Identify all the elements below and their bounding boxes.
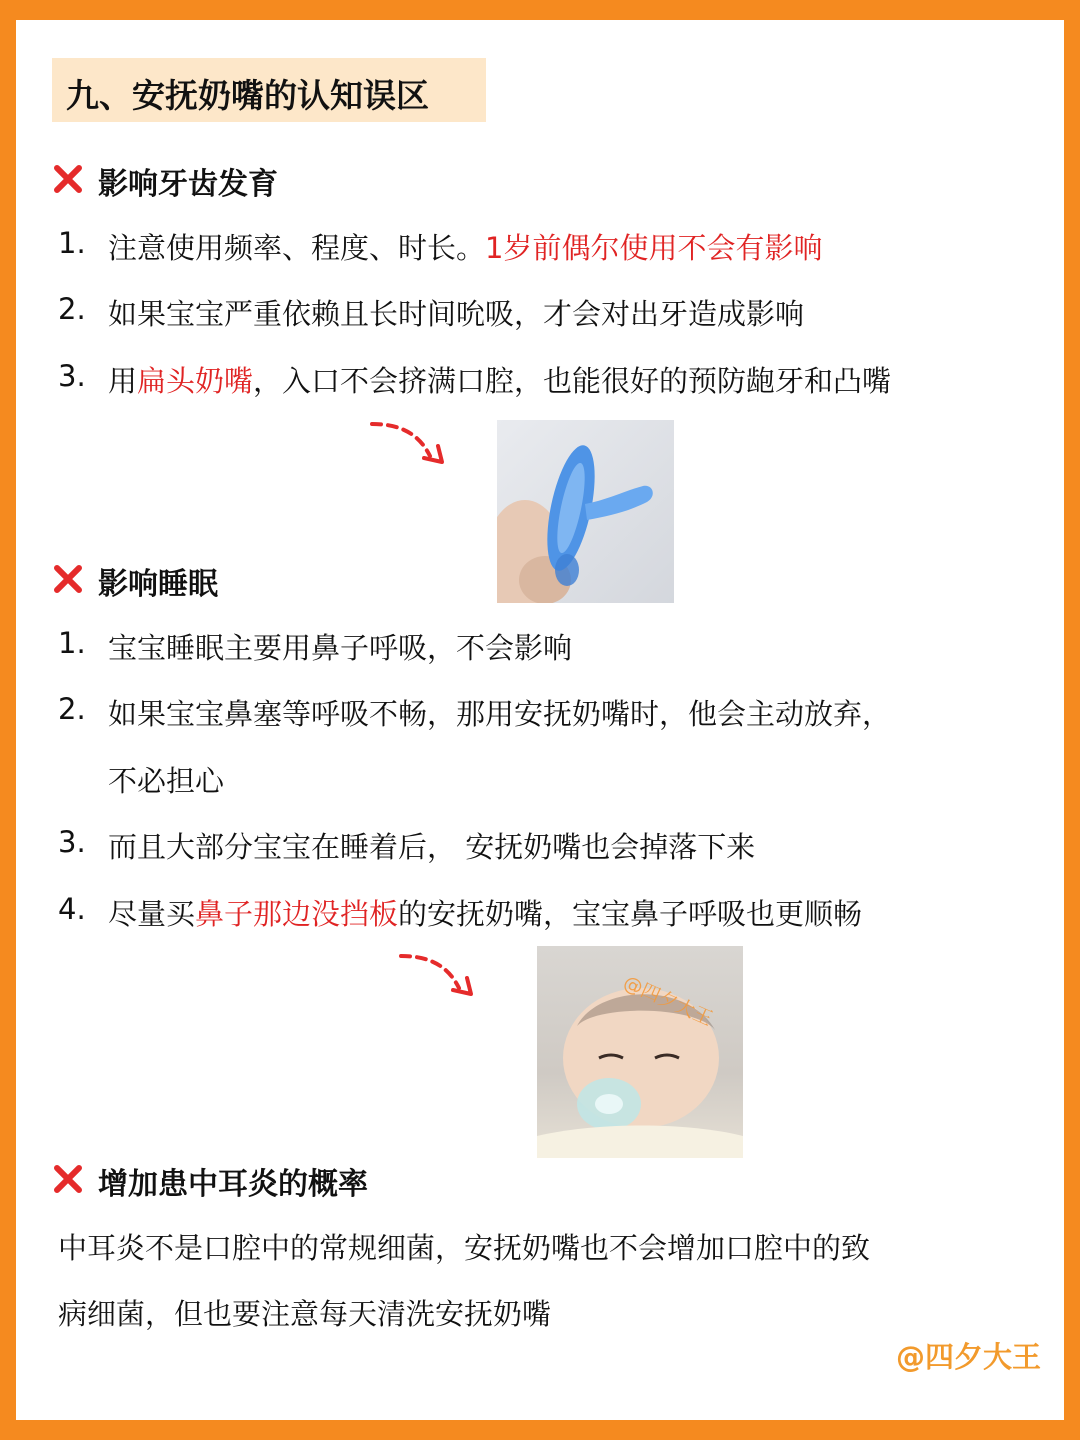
content-card xyxy=(16,20,1064,1420)
list-number: 2. xyxy=(58,292,86,326)
list-item: 而且大部分宝宝在睡着后， 安抚奶嘴也会掉落下来 xyxy=(108,830,756,864)
cross-mark-icon xyxy=(52,1163,84,1195)
list-number: 1. xyxy=(58,626,86,660)
highlight-text: 鼻子那边没挡板 xyxy=(195,897,399,931)
list-number: 1. xyxy=(58,226,86,260)
dashed-arrow-icon xyxy=(368,418,452,472)
pacifier-photo xyxy=(497,420,674,603)
highlight-text: 扁头奶嘴 xyxy=(137,364,254,398)
section-heading: 影响牙齿发育 xyxy=(98,167,278,202)
photo-watermark: @四夕大王 xyxy=(620,971,716,1031)
dashed-arrow-icon xyxy=(397,950,481,1004)
section-heading: 影响睡眠 xyxy=(98,567,218,602)
page-title: 九、安抚奶嘴的认知误区 xyxy=(66,76,429,115)
baby-photo xyxy=(537,946,743,1158)
list-number: 2. xyxy=(58,692,86,726)
paragraph-line: 病细菌，但也要注意每天清洗安抚奶嘴 xyxy=(58,1297,552,1331)
section-heading: 增加患中耳炎的概率 xyxy=(98,1167,368,1202)
cross-mark-icon xyxy=(52,563,84,595)
list-number: 4. xyxy=(58,892,86,926)
author-tag: @四夕大王 xyxy=(896,1340,1042,1374)
list-number: 3. xyxy=(58,825,86,859)
list-item: 如果宝宝严重依赖且长时间吮吸，才会对出牙造成影响 xyxy=(108,297,805,331)
list-item: 宝宝睡眠主要用鼻子呼吸，不会影响 xyxy=(108,631,573,665)
list-item: 如果宝宝鼻塞等呼吸不畅，那用安抚奶嘴时，他会主动放弃， xyxy=(108,697,892,731)
paragraph-line: 中耳炎不是口腔中的常规细菌，安抚奶嘴也不会增加口腔中的致 xyxy=(58,1231,871,1265)
cross-mark-icon xyxy=(52,163,84,195)
list-number: 3. xyxy=(58,359,86,393)
list-item: 注意使用频率、程度、时长。1岁前偶尔使用不会有影响 xyxy=(108,231,823,265)
list-item: 用扁头奶嘴，入口不会挤满口腔，也能很好的预防龅牙和凸嘴 xyxy=(108,364,892,398)
highlight-text: 1岁前偶尔使用不会有影响 xyxy=(485,231,823,265)
list-item: 尽量买鼻子那边没挡板的安抚奶嘴，宝宝鼻子呼吸也更顺畅 xyxy=(108,897,863,931)
list-item-continuation: 不必担心 xyxy=(108,764,225,798)
